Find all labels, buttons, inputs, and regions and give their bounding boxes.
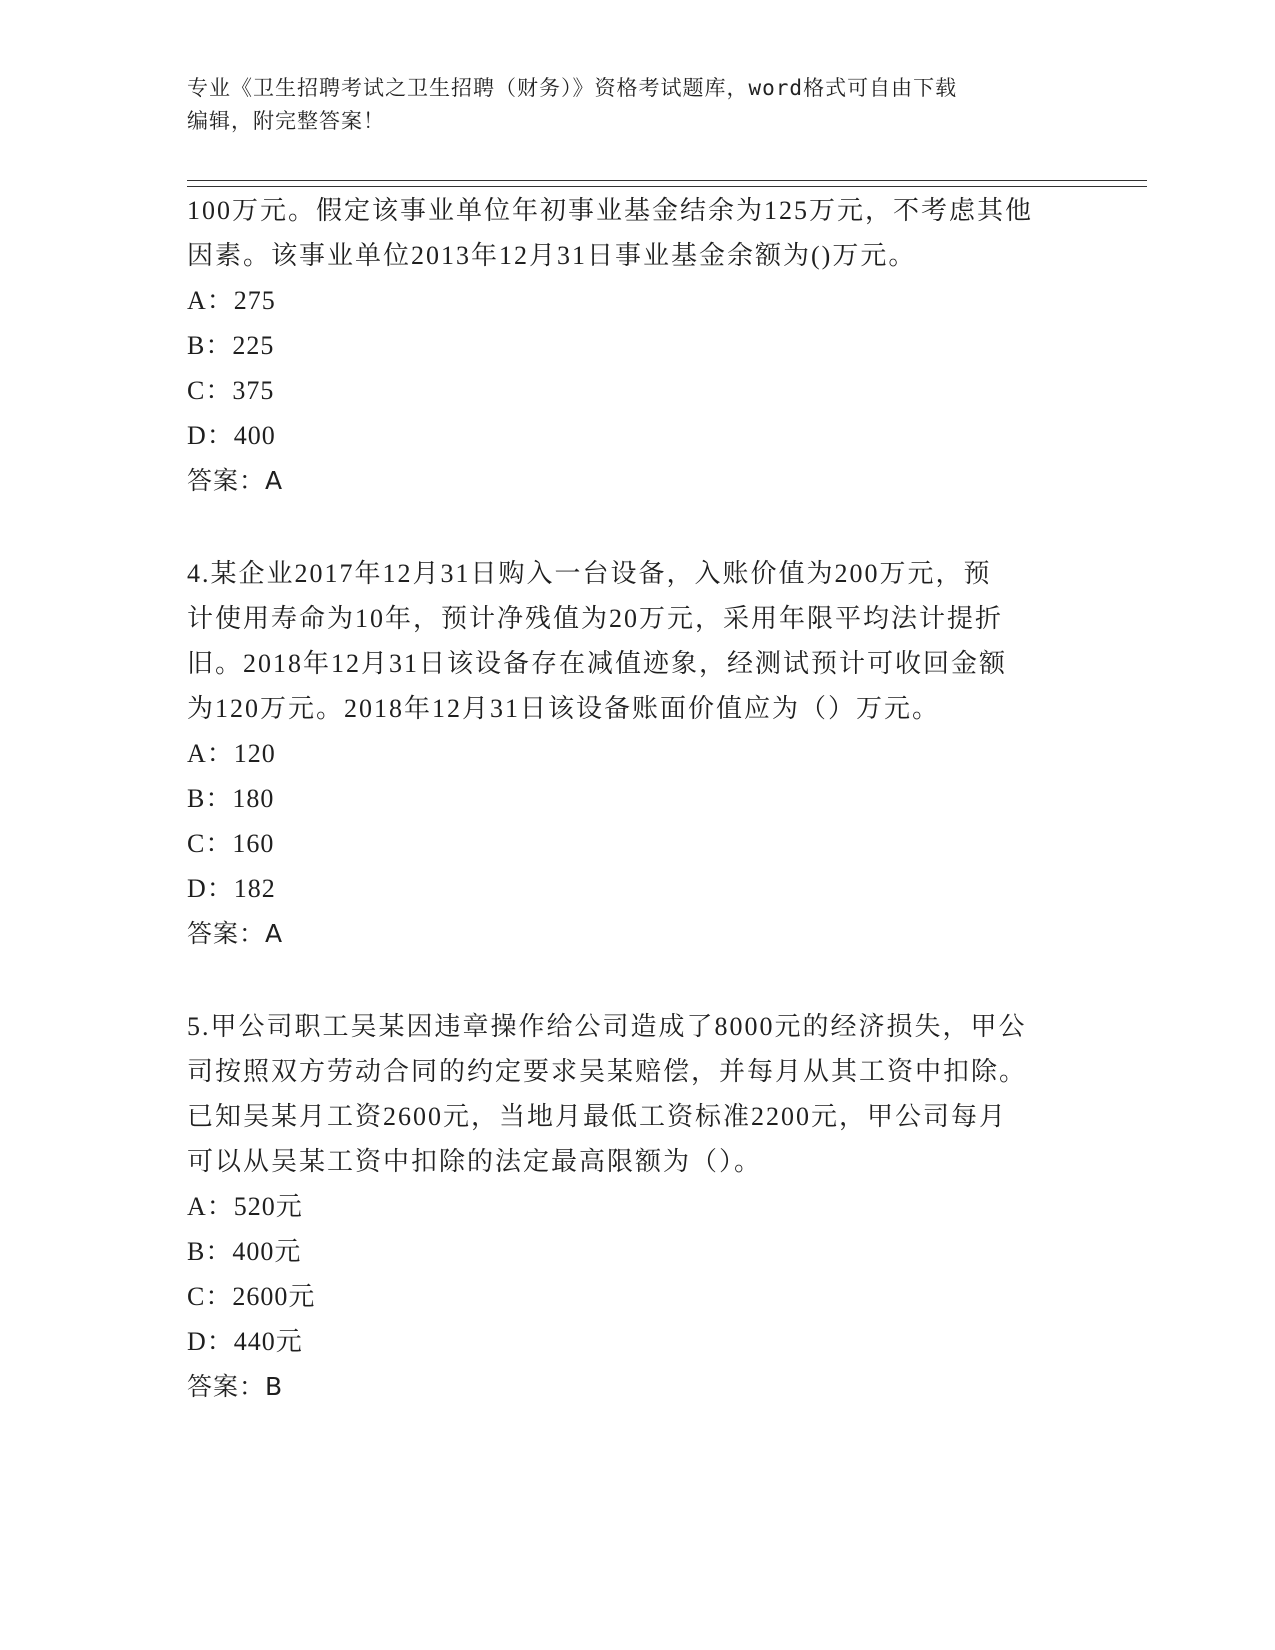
option-b: B：180 — [187, 784, 275, 813]
option-c: C：375 — [187, 376, 275, 405]
question-stem — [187, 1004, 1087, 1184]
question-stem — [187, 551, 1087, 731]
document-header — [187, 72, 1087, 138]
header-line: 编辑，附完整答案！ — [187, 109, 385, 133]
option-d: D：400 — [187, 421, 276, 450]
question-block — [187, 1004, 1087, 1409]
question-block — [187, 551, 1087, 956]
option-d: D：182 — [187, 874, 276, 903]
question-spacer — [187, 503, 1087, 551]
answer-label: 答案：B — [187, 1372, 284, 1401]
stem-line: 5.甲公司职工吴某因违章操作给公司造成了8000元的经济损失，甲公 — [187, 1012, 1027, 1041]
option-a: A：120 — [187, 739, 276, 768]
option-c: C：2600元 — [187, 1282, 316, 1311]
header-line: 专业《卫生招聘考试之卫生招聘（财务）》资格考试题库，word格式可自由下载 — [187, 76, 958, 100]
stem-line: 已知吴某月工资2600元，当地月最低工资标准2200元，甲公司每月 — [187, 1102, 1008, 1131]
stem-line: 100万元。假定该事业单位年初事业基金结余为125万元，不考虑其他 — [187, 196, 1034, 225]
option-b: B：225 — [187, 331, 275, 360]
option-c: C：160 — [187, 829, 275, 858]
option-d: D：440元 — [187, 1327, 303, 1356]
question-stem — [187, 188, 1087, 278]
question-list — [187, 188, 1087, 1409]
header-divider-top — [187, 180, 1147, 181]
question-spacer — [187, 956, 1087, 1004]
option-a: A：520元 — [187, 1192, 303, 1221]
stem-line: 为120万元。2018年12月31日该设备账面价值应为（）万元。 — [187, 694, 941, 723]
stem-line: 计使用寿命为10年，预计净残值为20万元，采用年限平均法计提折 — [187, 604, 1004, 633]
option-a: A：275 — [187, 286, 276, 315]
stem-line: 旧。2018年12月31日该设备存在减值迹象，经测试预计可收回金额 — [187, 649, 1008, 678]
option-b: B：400元 — [187, 1237, 302, 1266]
answer-label: 答案：A — [187, 466, 284, 495]
stem-line: 可以从吴某工资中扣除的法定最高限额为（）。 — [187, 1147, 763, 1176]
header-divider-bottom — [187, 186, 1147, 187]
stem-line: 4.某企业2017年12月31日购入一台设备，入账价值为200万元，预 — [187, 559, 992, 588]
answer-label: 答案：A — [187, 919, 284, 948]
stem-line: 因素。该事业单位2013年12月31日事业基金余额为()万元。 — [187, 241, 917, 270]
question-block — [187, 188, 1087, 503]
stem-line: 司按照双方劳动合同的约定要求吴某赔偿，并每月从其工资中扣除。 — [187, 1057, 1028, 1086]
